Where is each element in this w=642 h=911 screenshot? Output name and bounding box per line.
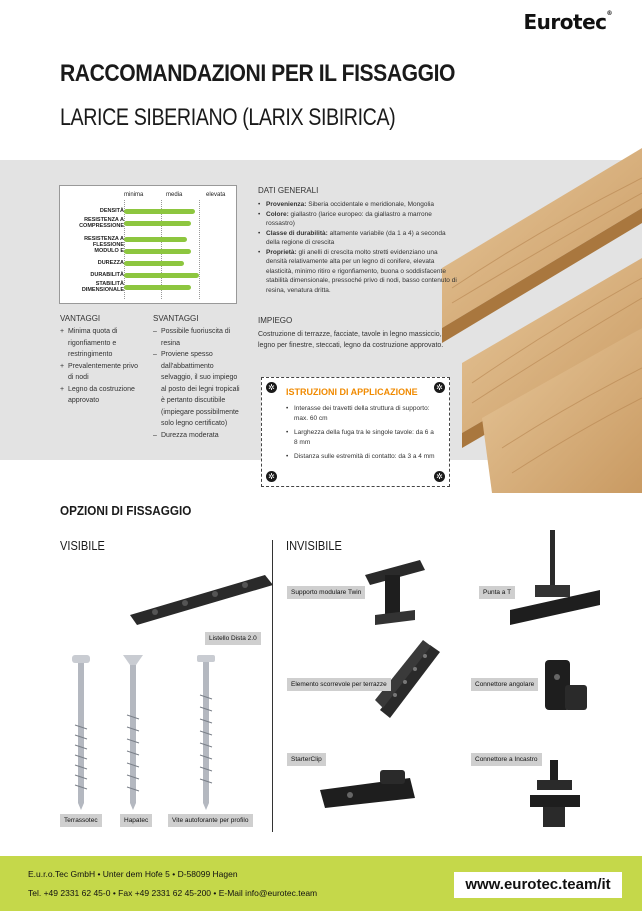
chart-category-line: RESISTENZA A FLESSIONE: [84, 236, 124, 248]
list-item: resina: [161, 339, 181, 347]
list-item: selvaggio, il suo impiego: [161, 374, 238, 381]
list-item: • Distanza sulle estremità di contatto: da 3 a 4 mm: [286, 452, 436, 462]
chart-category-label: [62, 236, 124, 248]
terrassotec-screw-image: [70, 655, 92, 810]
chart-category-label: [62, 248, 124, 254]
connettore-incastro-label: Connettore a Incastro: [471, 753, 542, 766]
terrassotec-label: Terrassotec: [60, 814, 102, 827]
chart-bar: [124, 249, 191, 254]
opzioni-title: OPZIONI DI FISSAGGIO: [60, 503, 192, 518]
chart-bar: [124, 221, 191, 226]
list-item: – Durezza moderata: [153, 430, 253, 442]
istruzioni-box: [261, 377, 450, 487]
grid-line: [236, 200, 237, 299]
chart-category-line: DENSITÀ: [99, 208, 124, 214]
list-item: + Minima quota di: [60, 326, 150, 338]
list-item: • Colore: giallastro (larice europeo: da giallastro a marrone rossastro): [258, 210, 458, 229]
istruzioni-title: ISTRUZIONI DI APPLICAZIONE: [286, 387, 418, 397]
wood-properties-chart: [59, 185, 237, 304]
dati-generali-title: DATI GENERALI: [258, 186, 319, 195]
footer-contact: Tel. +49 2331 62 45-0 • Fax +49 2331 62 45-200 • E-Mail info@eurotec.team: [28, 888, 318, 898]
list-item: restringimento: [68, 351, 113, 358]
istruzioni-list: [286, 404, 436, 467]
list-item: (impiegare possibilmente: [161, 408, 239, 416]
connettore-angolare-image: [540, 655, 590, 715]
screw-head-icon: ✲: [434, 471, 445, 482]
list-item: – Possibile fuoriuscita di: [153, 326, 253, 338]
page-title: RACCOMANDAZIONI PER IL FISSAGGIO: [60, 60, 456, 87]
list-item: dall'abbattimento: [161, 362, 214, 370]
chart-category-label: [62, 260, 124, 266]
wood-boards-image: [432, 148, 642, 493]
list-item: + Legno da costruzione: [60, 384, 150, 396]
list-item: • Interasse dei travetti della struttura di supporto: max. 60 cm: [286, 404, 436, 423]
chart-category-line: STABILITÀ: [95, 281, 124, 287]
starterclip-label: StarterClip: [287, 753, 326, 766]
supporto-label: Supporto modulare Twin: [287, 586, 365, 599]
chart-category-label: [62, 208, 124, 214]
list-item: al posto dei legni tropicali: [161, 385, 240, 393]
chart-category-line: DIMENSIONALE: [81, 287, 124, 293]
punta-t-image: [505, 530, 605, 640]
list-item: approvato: [68, 397, 100, 404]
list-item: – Proviene spesso: [153, 349, 253, 361]
list-item: • Proprietà: gli anelli di crescita molto stretti evidenziano una densità relativamente alta per un legno di conifere, elevata elasticità, minimo ritiro e rigonfiamento, buona o soddisfacente stabilità dimensionale, pressoché privo di nodi, basso contenuto di resina, venatura dritta.: [258, 248, 458, 296]
vite-screw-image: [195, 655, 217, 810]
vantaggi-list: [60, 326, 150, 407]
chart-category-line: COMPRESSIONE: [79, 223, 124, 229]
listello-image: [125, 570, 275, 630]
vite-label: Vite autoforante per profilo: [168, 814, 253, 827]
chart-category-line: RESISTENZA A: [84, 217, 124, 223]
list-item: solo legno certificato): [161, 420, 228, 427]
scale-label-minima: minima: [124, 192, 144, 198]
screw-head-icon: ✲: [434, 382, 445, 393]
svantaggi-title: SVANTAGGI: [153, 314, 199, 323]
chart-category-line: DURABILITÀ: [90, 272, 124, 278]
chart-bar: [124, 285, 191, 290]
chart-category-line: MODULO E: [94, 248, 124, 254]
footer-address: E.u.r.o.Tec GmbH • Unter dem Hofe 5 • D-58099 Hagen: [28, 869, 238, 879]
chart-bar: [124, 261, 184, 266]
grid-line: [199, 200, 200, 299]
listello-label: Listello Dista 2.0: [205, 632, 261, 645]
hapatec-label: Hapatec: [120, 814, 152, 827]
list-item: + Prevalentemente privo: [60, 361, 150, 373]
starterclip-image: [320, 770, 420, 810]
hapatec-screw-image: [122, 655, 144, 810]
chart-category-label: [62, 272, 124, 278]
list-item: di nodi: [68, 374, 89, 381]
screw-head-icon: ✲: [266, 382, 277, 393]
connettore-angolare-label: Connettore angolare: [471, 678, 538, 691]
impiego-text: Costruzione di terrazze, facciate, tavole in legno massiccio, legno per finestre, steccati, legno da costruzione approvato.: [258, 331, 444, 349]
chart-category-label: [62, 217, 124, 229]
invisibile-heading: INVISIBILE: [286, 538, 342, 553]
screw-head-icon: ✲: [266, 471, 277, 482]
svantaggi-list: [153, 326, 253, 441]
eurotec-logo: Eurotec®: [523, 10, 612, 34]
punta-label: Punta a T: [479, 586, 515, 599]
elemento-label: Elemento scorrevole per terrazze: [287, 678, 391, 691]
list-item: • Classe di durabilità: altamente variabile (da 1 a 4) a seconda della regione di crescita: [258, 229, 458, 248]
chart-bar: [124, 209, 195, 214]
vantaggi-title: VANTAGGI: [60, 314, 101, 323]
scale-label-elevata: elevata: [206, 192, 226, 198]
visibile-heading: VISIBILE: [60, 538, 105, 553]
impiego-title: IMPIEGO: [258, 316, 293, 325]
chart-category-label: [62, 281, 124, 293]
connettore-incastro-image: [525, 760, 585, 830]
page-subtitle: LARICE SIBERIANO (LARIX SIBIRICA): [60, 104, 396, 131]
scale-label-media: media: [166, 192, 183, 198]
list-item: • Larghezza della fuga tra le singole tavole: da 6 a 8 mm: [286, 428, 436, 447]
list-item: è pertanto discutibile: [161, 397, 226, 404]
chart-bar: [124, 237, 187, 242]
dati-generali-list: [258, 200, 458, 295]
supporto-twin-image: [360, 555, 430, 625]
list-item: • Provenienza: Siberia occidentale e meridionale, Mongolia: [258, 200, 458, 210]
chart-category-line: DUREZZA: [97, 260, 124, 266]
chart-bar: [124, 273, 199, 278]
website-link[interactable]: www.eurotec.team/it: [454, 872, 622, 898]
list-item: rigonfiamento e: [68, 339, 117, 347]
